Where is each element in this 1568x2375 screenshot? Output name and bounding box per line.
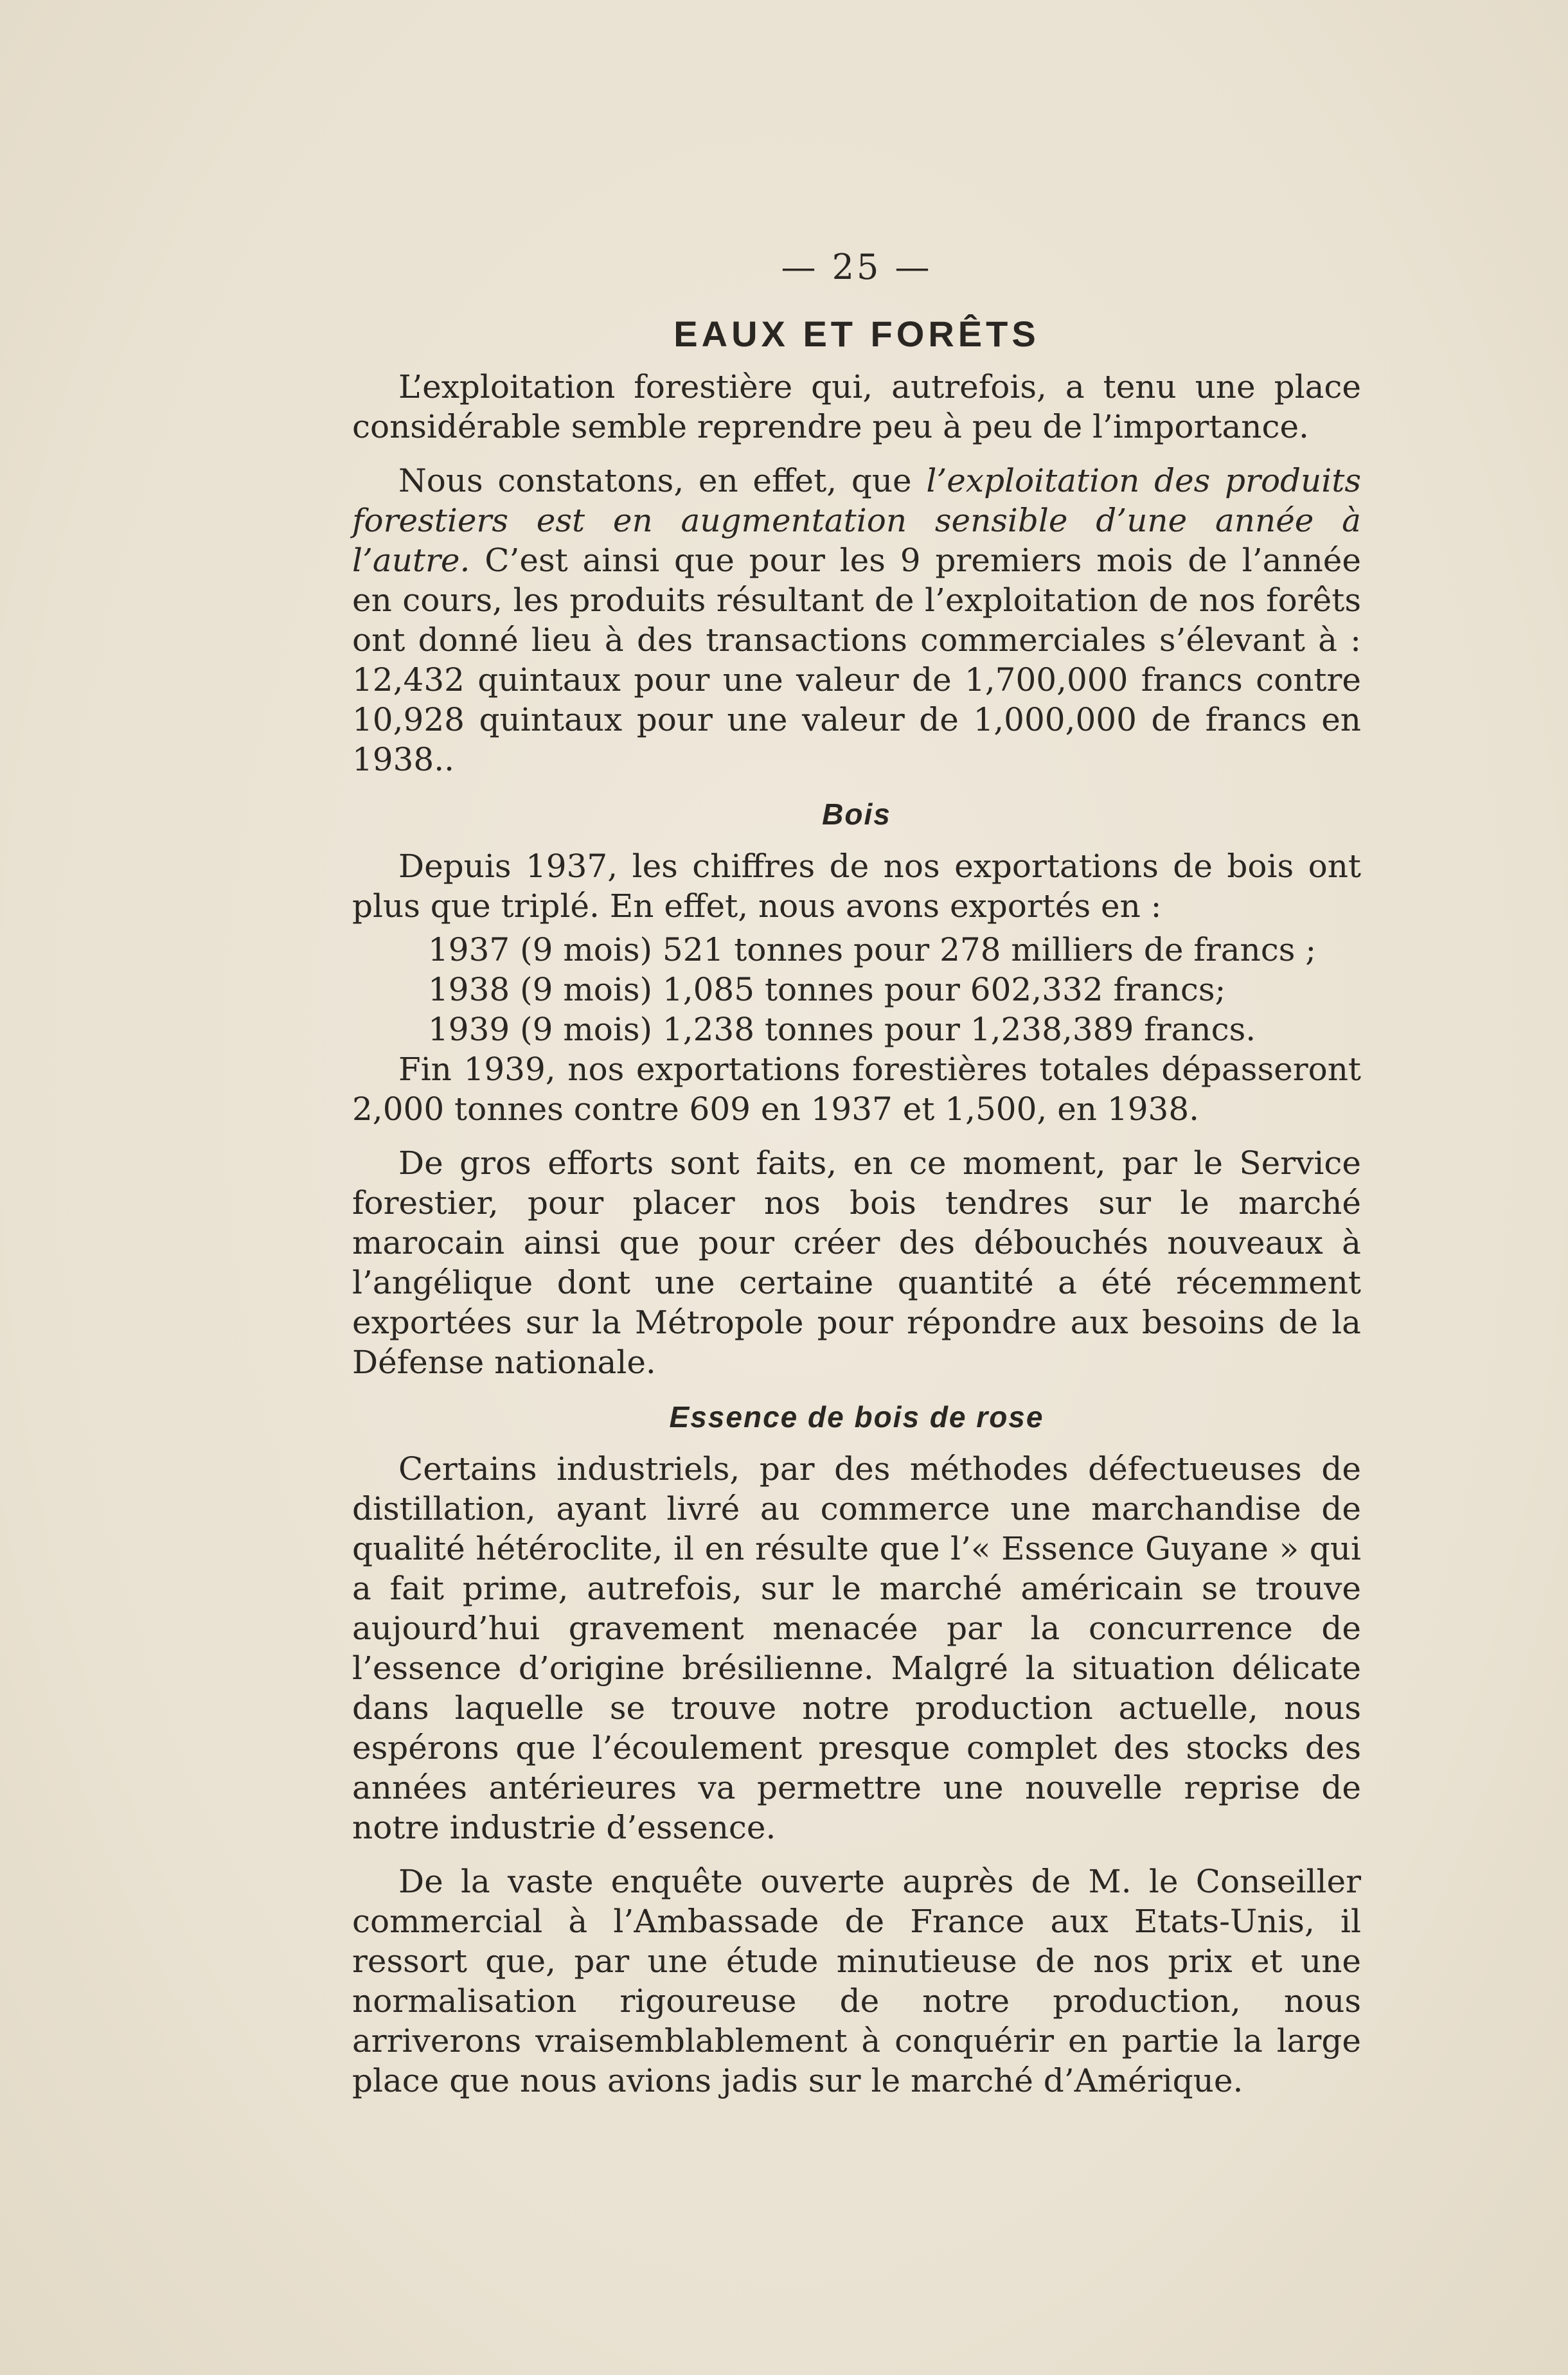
rose-paragraph-1: Certains industriels, par des méthodes défectueuses de distillation, ayant livré au commerce une marchandise de qualité hétéroclite, il en résulte que l’« Essence Guyane » qui a fait prime, autrefois, sur le marché américain se trouve aujourd’hui gravement menacée par la concurrence de l’essence d’origine brésilienne. Malgré la situation délicate dans laquelle se trouve notre production actuelle, nous espérons que l’écoulement presque complet des stocks des années antérieures va permettre une nouvelle reprise de notre industrie d’essence. — [352, 1450, 1361, 1846]
export-item-1937: 1937 (9 mois) 521 tonnes pour 278 milliers de francs ; — [428, 931, 1317, 968]
intro-paragraph-2-emphasis: l’exploitation des produits forestiers est en augmentation sensible d’une année à l’autre. — [352, 462, 1362, 579]
bois-paragraph-1: Depuis 1937, les chiffres de nos exportations de bois ont plus que triplé. En effet, nous avons exportés en : — [352, 848, 1361, 925]
intro-paragraph-2-end: C’est ainsi que pour les 9 premiers mois de l’année en cours, les produits résultant de l’exploitation de nos forêts ont donné lieu à des transactions commerciales s’élevant à : 12,432 quintaux pour une valeur de 1,700,000 francs contre 10,928 quintaux pour une valeur de 1,000,000 de francs en 1938.. — [352, 542, 1361, 778]
intro-paragraph-1: L’exploitation forestière qui, autrefois, a tenu une place considérable semble reprendre peu à peu de l’importance. — [352, 368, 1361, 445]
rose-heading: Essence de bois de rose — [669, 1400, 1044, 1434]
export-item-1939: 1939 (9 mois) 1,238 tonnes pour 1,238,389 francs. — [428, 1011, 1256, 1048]
bois-heading: Bois — [822, 797, 891, 831]
intro-paragraph-2-start: Nous constatons, en effet, que — [398, 462, 927, 499]
export-item-1938: 1938 (9 mois) 1,085 tonnes pour 602,332 francs; — [428, 971, 1226, 1008]
page-content — [352, 247, 1361, 2101]
rose-paragraph-2: De la vaste enquête ouverte auprès de M. le Conseiller commercial à l’Ambassade de France aux Etats-Unis, il ressort que, par une étude minutieuse de nos prix et une normalisation rigoureuse de notre production, nous arriverons vraisemblablement à conquérir en partie la large place que nous avions jadis sur le marché d’Amérique. — [352, 1863, 1361, 2099]
page-number: — 25 — — [781, 247, 932, 287]
bois-paragraph-2: Fin 1939, nos exportations forestières totales dépasseront 2,000 tonnes contre 609 en 1937 et 1,500, en 1938. — [352, 1051, 1361, 1128]
bois-paragraph-3: De gros efforts sont faits, en ce moment, par le Service forestier, pour placer nos bois tendres sur le marché marocain ainsi que pour créer des débouchés nouveaux à l’angélique dont une certaine quantité a été récemment exportées sur la Métropole pour répondre aux besoins de la Défense nationale. — [352, 1144, 1361, 1381]
export-list — [352, 930, 1361, 1049]
intro-paragraph-2 — [352, 461, 1361, 779]
section-title: EAUX ET FORÊTS — [673, 314, 1040, 354]
